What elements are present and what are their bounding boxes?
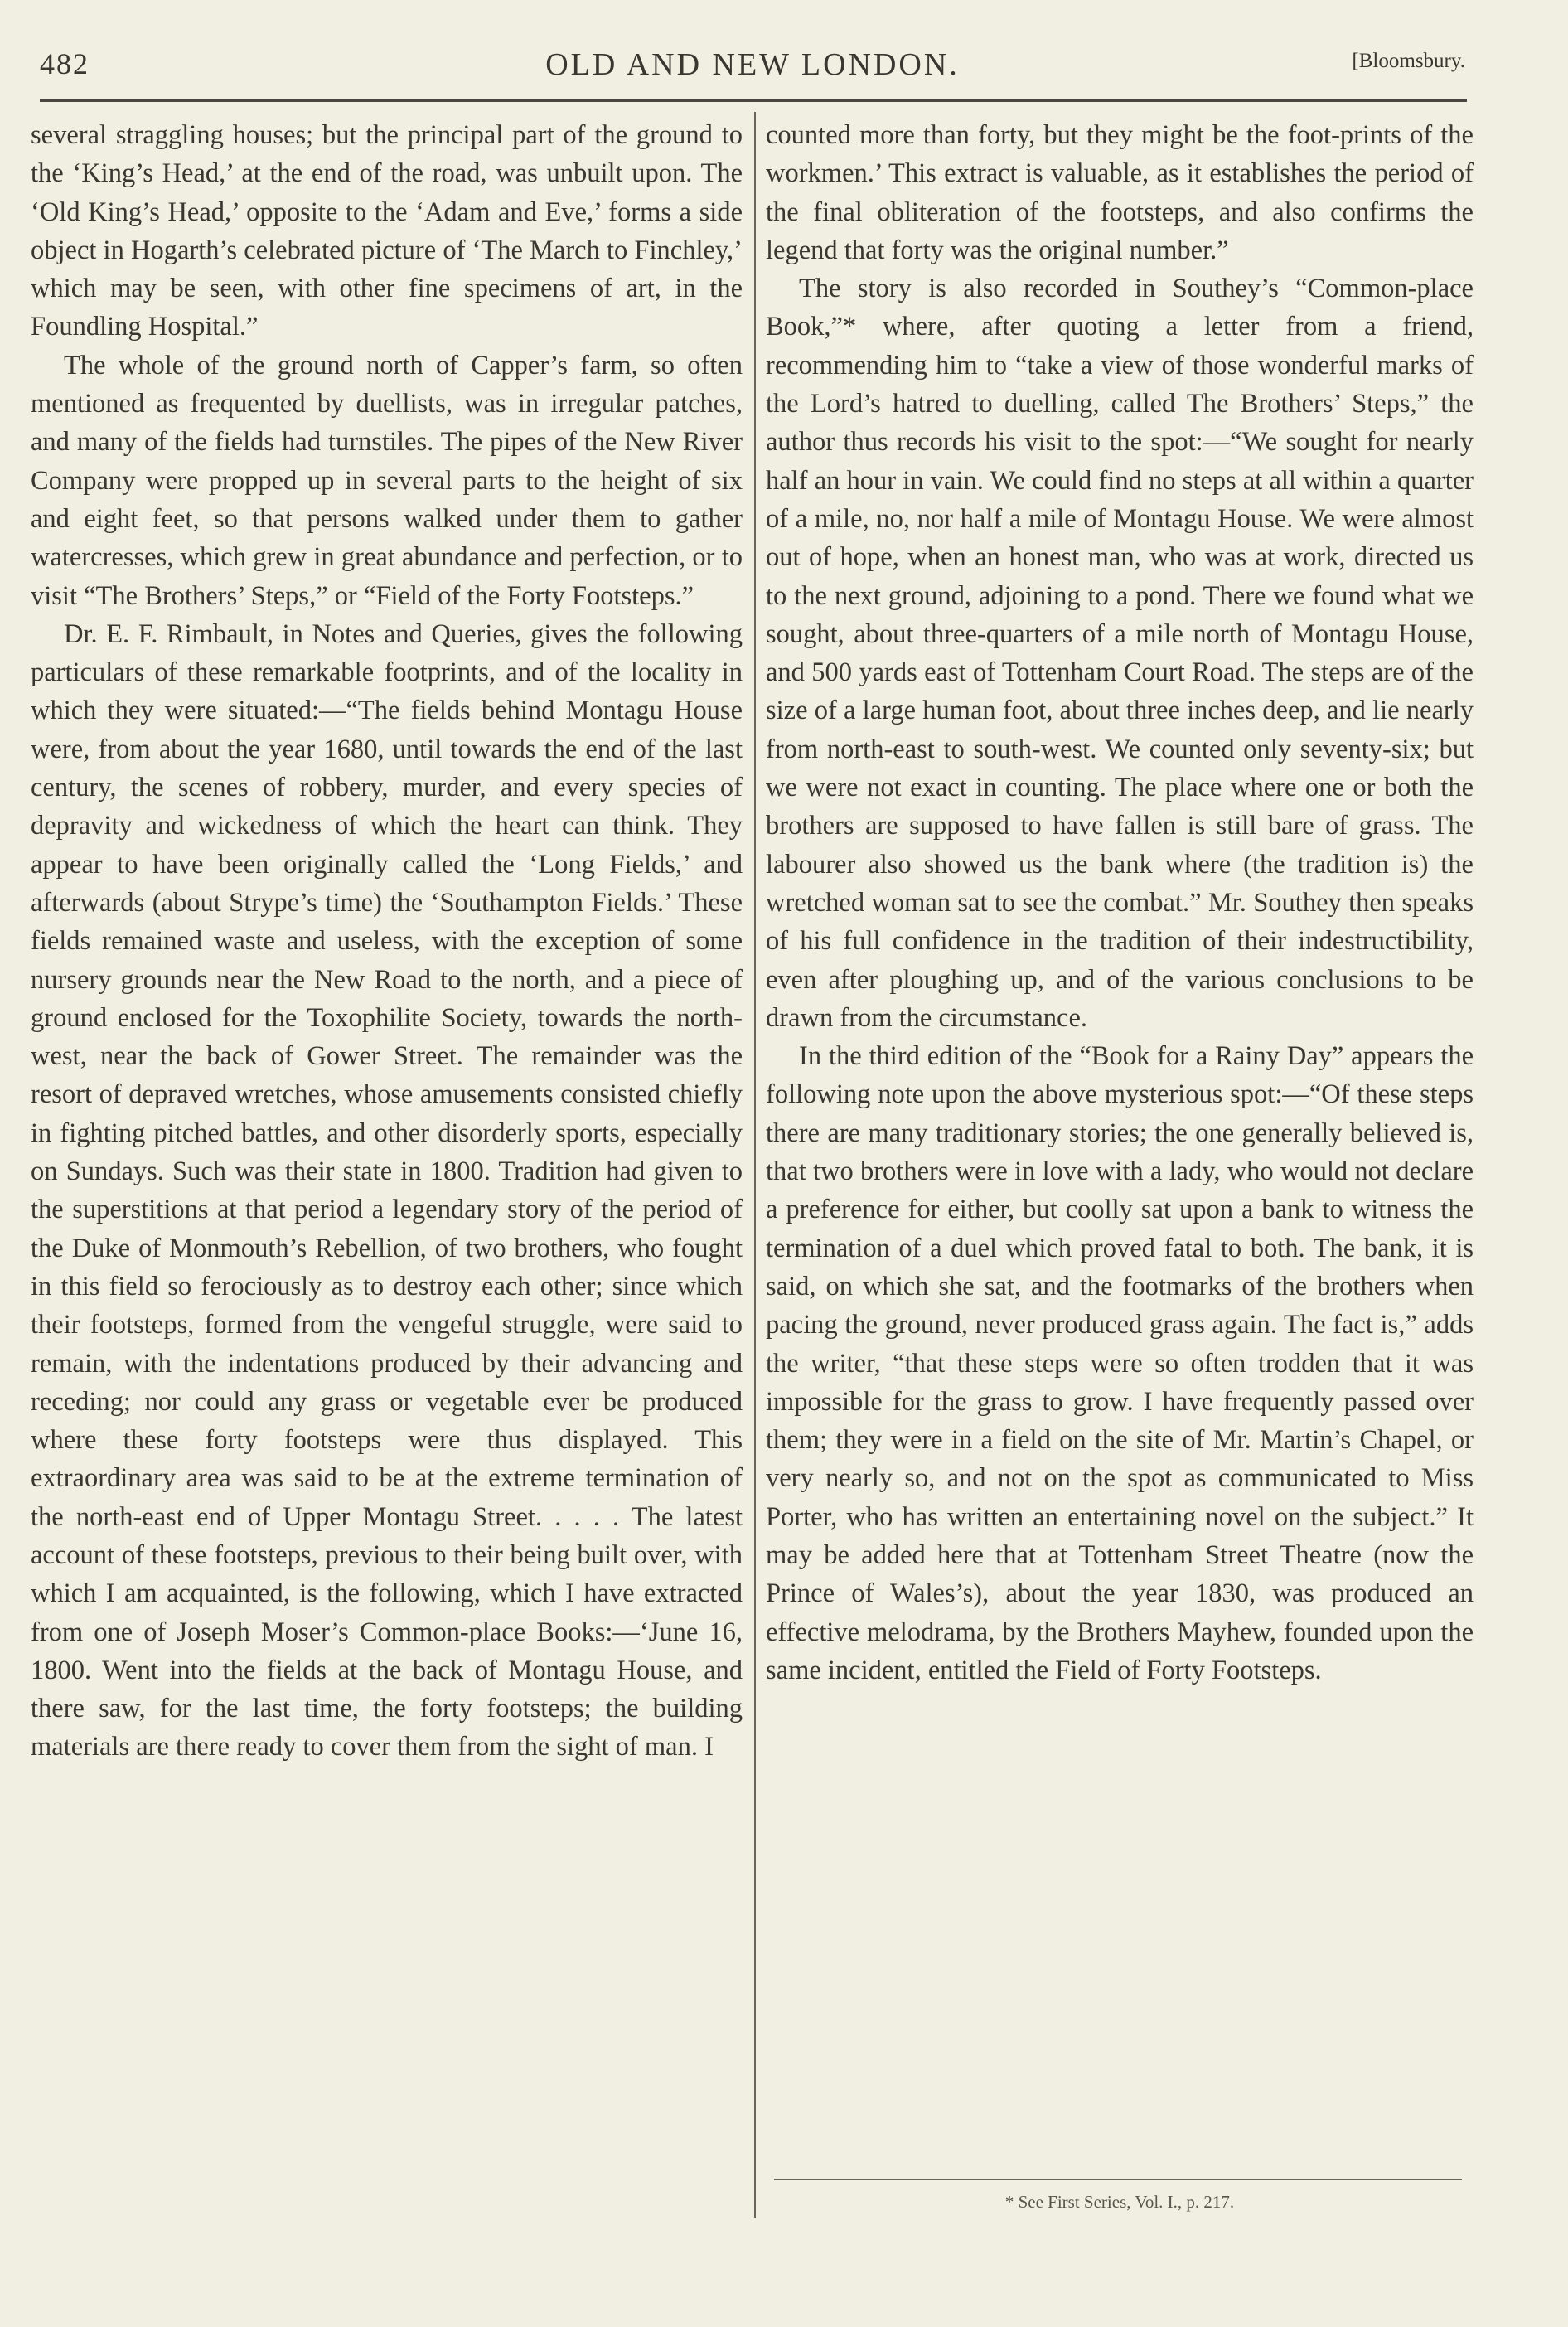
header-rule — [40, 99, 1467, 102]
footnote-rule — [774, 2179, 1462, 2180]
footnote: * See First Series, Vol. I., p. 217. — [1004, 2192, 1235, 2212]
right-column — [766, 116, 1474, 1689]
paragraph: Dr. E. F. Rimbault, in Notes and Queries, gives the following particulars of these remarkable footprints, and of the locality in which they were situated:—“The fields behind Montagu House were, from about the year 1680, until towards the end of the last century, the scenes of robbery, murder, and every species of depravity and wickedness of which the heart can think. They appear to have been originally called the ‘Long Fields,’ and afterwards (about Strype’s time) the ‘Southampton Fields.’ These fields remained waste and useless, with the exception of some nursery grounds near the New Road to the north, and a piece of ground enclosed for the Toxophilite Society, towards the north-west, near the back of Gower Street. The remainder was the resort of depraved wretches, whose amusements consisted chiefly in fighting pitched battles, and other disorderly sports, especially on Sundays. Such was their state in 1800. Tradition had given to the superstitions at that period a legendary story of the period of the Duke of Monmouth’s Rebellion, of two brothers, who fought in this field so ferociously as to destroy each other; since which their footsteps, formed from the vengeful struggle, were said to remain, with the indentations produced by their advancing and receding; nor could any grass or vegetable ever be produced where these forty footsteps were thus displayed. This extraordinary area was said to be at the extreme termination of the north-east end of Upper Montagu Street. . . . . The latest account of these footsteps, previous to their being built over, with which I am acquainted, is the following, which I have extracted from one of Joseph Moser’s Common-place Books:—‘June 16, 1800. Went into the fields at the back of Montagu House, and there saw, for the last time, the forty footsteps; the building materials are there ready to cover them from the sight of man. I — [31, 618, 743, 1762]
paragraph: The story is also recorded in Southey’s “Common-place Book,”* where, after quoting a letter from a friend, recommending him to “take a view of those wonderful marks of the Lord’s hatred to duelling, called The Brothers’ Steps,” the author thus records his visit to the spot:—“We sought for nearly half an hour in vain. We could find no steps at all within a quarter of a mile, no, nor half a mile of Montagu House. We were almost out of hope, when an honest man, who was at work, directed us to the next ground, adjoining to a pond. There we found what we sought, about three-quarters of a mile north of Montagu House, and 500 yards east of Tottenham Court Road. The steps are of the size of a large human foot, about three inches deep, and lie nearly from north-east to south-west. We counted only seventy-six; but we were not exact in counting. The place where one or both the brothers are supposed to have fallen is still bare of grass. The labourer also showed us the bank where (the tradition is) the wretched woman sat to see the combat.” Mr. Southey then speaks of his full confidence in the tradition of their indestructibility, even after ploughing up, and of the various conclusions to be drawn from the circumstance. — [766, 274, 1474, 1033]
page-header — [40, 41, 1465, 91]
paragraph: The whole of the ground north of Capper’s farm, so often mentioned as frequented by duellists, was in irregular patches, and many of the fields had turnstiles. The pipes of the New River Company were propped up in several parts to the height of six and eight feet, so that persons walked under them to gather watercresses, which grew in great abundance and perfection, or to visit “The Brothers’ Steps,” or “Field of the Forty Footsteps.” — [31, 350, 743, 611]
page-number: 482 — [40, 47, 90, 80]
paragraph: In the third edition of the “Book for a Rainy Day” appears the following note upon the above mysterious spot:—“Of these steps there are many traditionary stories; the one generally believed is, that two brothers were in love with a lady, who would not declare a preference for either, but coolly sat upon a bank to witness the termination of a duel which proved fatal to both. The bank, it is said, on which she sat, and the footmarks of the brothers when pacing the ground, never produced grass again. The fact is,” adds the writer, “that these steps were so often trodden that it was impossible for the grass to grow. I have frequently passed over them; they were in a field on the site of Mr. Martin’s Chapel, or very nearly so, and not on the spot as communicated to Miss Porter, who has written an entertaining novel on the subject.” It may be added here that at Tottenham Street Theatre (now the Prince of Wales’s), about the year 1830, was produced an effective melodrama, by the Brothers Mayhew, founded upon the same incident, entitled the Field of Forty Footsteps. — [766, 1041, 1474, 1685]
paragraph: several straggling houses; but the principal part of the ground to the ‘King’s Head,’ at the end of the road, was unbuilt upon. The ‘Old King’s Head,’ opposite to the ‘Adam and Eve,’ forms a side object in Hogarth’s celebrated picture of ‘The March to Finchley,’ which may be seen, with other fine specimens of art, in the Foundling Hospital.” — [31, 120, 743, 342]
paragraph: counted more than forty, but they might be the foot-prints of the workmen.’ This extract is valuable, as it establishes the period of the final obliteration of the footsteps, and also confirms the legend that forty was the original number.” — [766, 120, 1474, 265]
left-column — [31, 116, 743, 1767]
running-title: OLD AND NEW LONDON. — [545, 47, 960, 82]
column-divider — [754, 112, 756, 2218]
section-name: [Bloomsbury. — [1352, 50, 1465, 72]
